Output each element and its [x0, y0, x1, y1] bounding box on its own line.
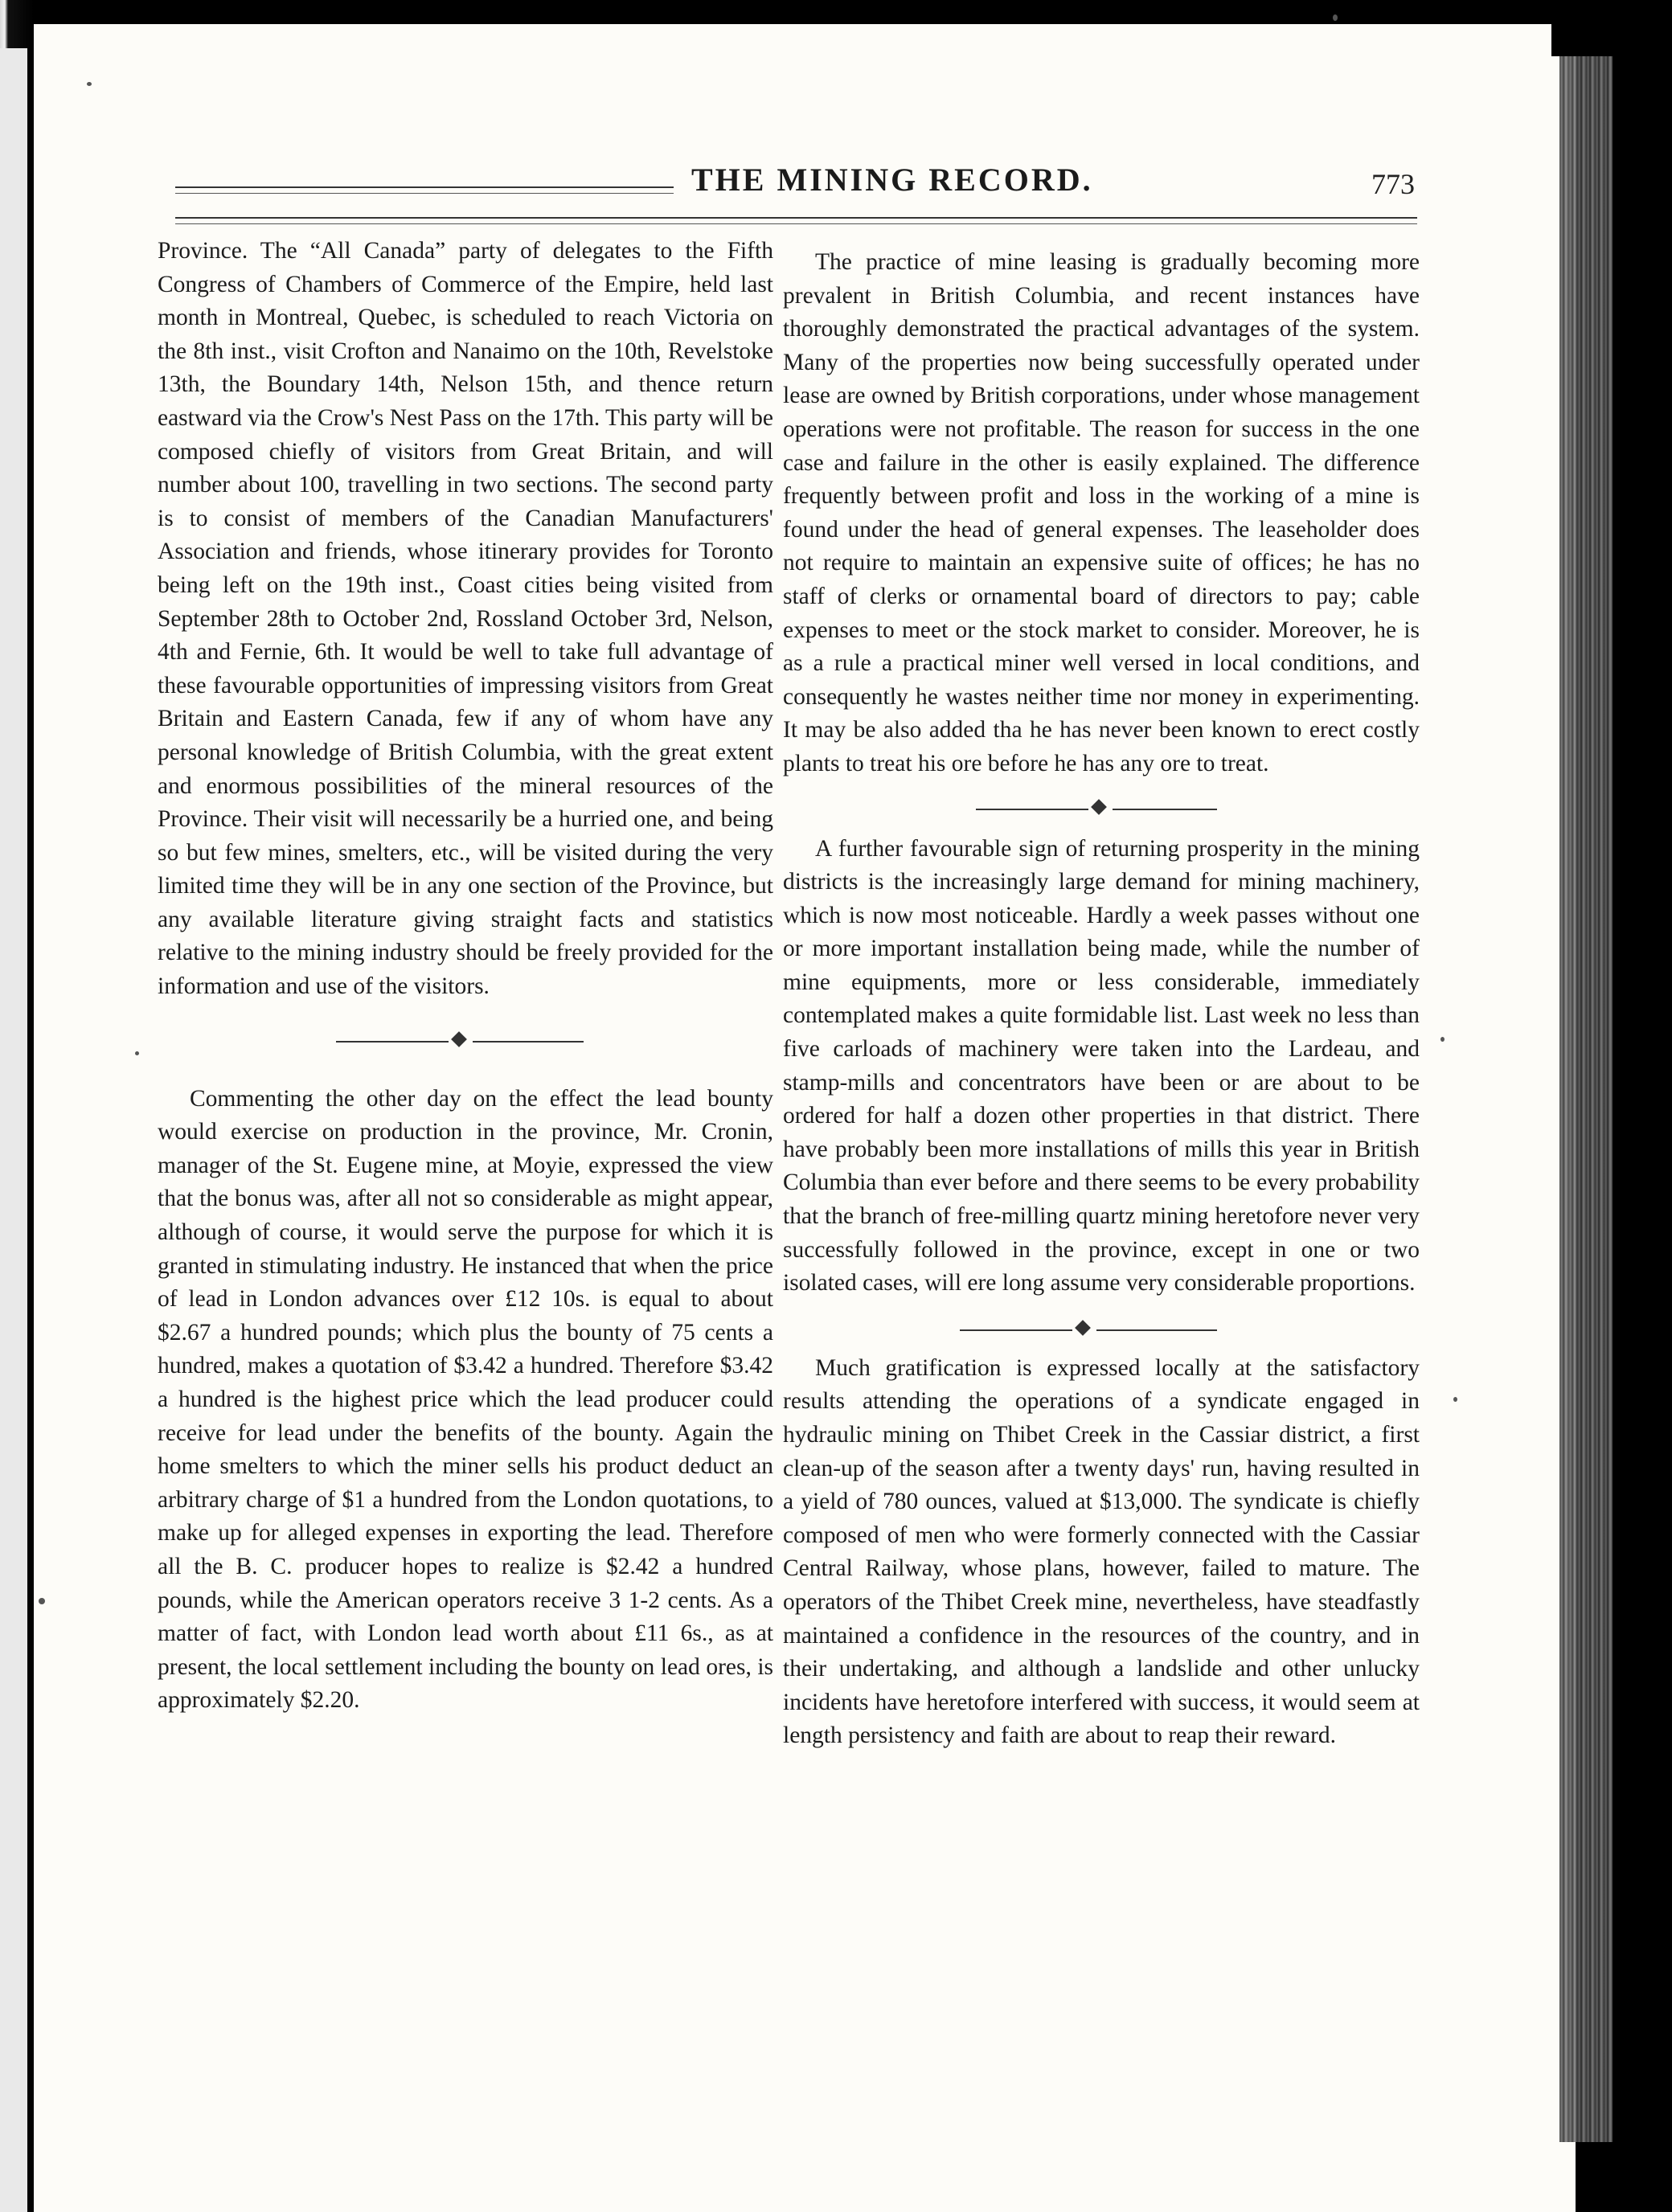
paragraph-visitors: Province. The “All Canada” party of delegates to the Fifth Congress of Chambers of Commerce of the Empire, held last month in Montreal, Quebec, is scheduled to reach Victoria on the 8th inst., visit Crofton and Nanaimo on the 10th, Revelstoke 13th, the Boundary 14th, Nelson 15th, and thence return eastward via the Crow's Nest Pass on the 17th. This party will be composed chiefly of visitors from Great Britain, and will number about 100, travelling in two sections. The second party is to consist of members of the Canadian Manufacturers' Association and friends, whose itinerary provides for Toronto being left on the 19th inst., Coast cities being visited from September 28th to October 2nd, Rossland October 3rd, Nelson, 4th and Fernie, 6th. It would be well to take full advantage of these favourable opportunities of impressing visitors from Great Britain and Eastern Canada, few if any of whom have any personal knowledge of British Columbia, with the great extent and enormous possibilities of the mineral resources of the Province. Their visit will necessarily be a hurried one, and being so but few mines, smelters, etc., will be visited during the very limited time they will be in any one section of the Province, but any available literature giving straight facts and statistics relative to the mining industry should be freely provided for the information and use of the visitors.	[158, 238, 773, 1000]
paragraph-machinery-demand: A further favourable sign of returning prosperity in the mining districts is the increasingly large demand for mining machinery, which is now most noticeable. Hardly a week passes without one or more important installation being made, while the number of mine equipments, more or less considerable, immediately contemplated makes a quite formidable list. Last week no less than five carloads of machinery were taken into the Lardeau, and stamp-mills and concentrators have been or are about to be ordered for half a dozen other properties in that district. There have probably been more installations of mills this year in British Columbia than ever before and there seems to be every probability that the branch of free-milling quartz mining heretofore never very successfully followed in the province, except in one or two isolated cases, will ere long assume very considerable proportions.	[783, 835, 1420, 1296]
speck	[1440, 1037, 1445, 1042]
header-rule-full	[175, 217, 1417, 219]
diamond-ornament-icon	[1091, 799, 1107, 815]
header-rule-full-lower	[175, 223, 1417, 224]
paragraph-mine-leasing: The practice of mine leasing is gradually becoming more prevalent in British Columbia, and recent instances have thoroughly demonstrated the practical advantages of the system. Many of the properties now being successfully operated under lease are owned by British corporations, under whose management operations were not profitable. The reason for success in the one case and failure in the other is easily explained. The difference frequently between profit and loss in the working of a mine is found under the head of general expenses. The leaseholder does not require to maintain an expensive suite of offices; he has no staff of clerks or ornamental board of directors to pay; cable expenses to meet or the stock market to consider. Moreover, he is as a rule a practical miner well versed in local conditions, and consequently he wastes neither time nor money in experimenting. It may be also added tha he has never been known to erect costly plants to treat his ore before he has any ore to treat.	[783, 249, 1420, 776]
left-column	[158, 235, 773, 1718]
journal-title: THE MINING RECORD.	[691, 162, 1093, 198]
header-rule-left	[175, 186, 674, 188]
section-separator	[783, 797, 1420, 821]
speck	[135, 1051, 139, 1055]
speck	[1453, 1397, 1457, 1402]
speck	[1333, 14, 1338, 21]
background-corner	[1551, 0, 1672, 56]
page-stack-edges	[1559, 56, 1613, 2142]
header-rule-left-lower	[175, 193, 674, 194]
page-number: 773	[1371, 168, 1415, 200]
facing-page-edge	[0, 48, 27, 2212]
paragraph-thibet-creek: Much gratification is expressed locally at the satisfactory results attending the operations of a syndicate engaged in hydraulic mining on Thibet Creek in the Cassiar district, a first clean-up of the season after a twenty days' run, having resulted in a yield of 780 ounces, valued at $13,000. The syndicate is chiefly composed of men who were formerly connected with the Cassiar Central Railway, whose plans, however, failed to mature. The operators of the Thibet Creek mine, nevertheless, have steadfastly maintained a confidence in the resources of the country, and in their undertaking, and although a landslide and other unlucky incidents have heretofore interfered with success, it would seem at length persistency and faith are about to reap their reward.	[783, 1354, 1420, 1749]
right-column	[783, 246, 1420, 1753]
section-separator	[783, 1318, 1420, 1342]
diamond-ornament-icon	[1075, 1320, 1091, 1336]
speck	[87, 82, 92, 86]
paragraph-lead-bounty: Commenting the other day on the effect the lead bounty would exercise on production in the province, Mr. Cronin, manager of the St. Eugene mine, at Moyie, expressed the view that the bonus was, after all not so considerable as might appear, although of course, it would serve the purpose for which it is granted in stimulating industry. He instanced that when the price of lead in London advances over £12 10s. is equal to about $2.67 a hundred pounds; which plus the bounty of 75 cents a hundred, makes a quotation of $3.42 a hundred. Therefore $3.42 a hundred is the highest price which the lead producer could receive for lead under the benefits of the bounty. Again the home smelters to which the miner sells his product deduct an arbitrary charge of $1 a hundred from the London quotations, to make up for alleged expenses in exporting the lead. Therefore all the B. C. producer hopes to realize is $2.42 a hundred pounds, while the American operators receive 3 1-2 cents. As a matter of fact, with London lead worth about £11 6s., as at present, the local settlement including the bounty on lead ores, is approximately $2.20.	[158, 1085, 773, 1714]
diamond-ornament-icon	[451, 1031, 467, 1047]
section-separator	[158, 1030, 773, 1054]
page-gutter-left	[0, 0, 34, 2212]
running-header	[137, 161, 1423, 209]
speck	[39, 1598, 45, 1604]
